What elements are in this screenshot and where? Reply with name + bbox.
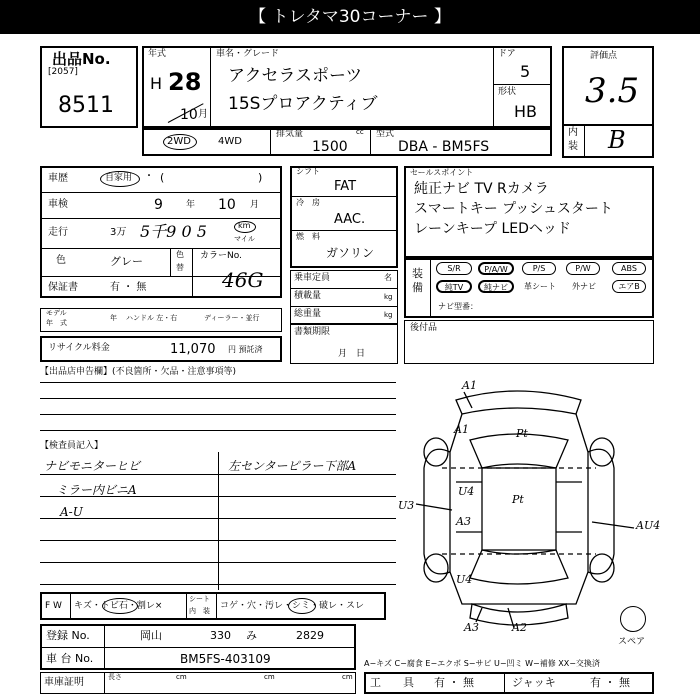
interior-label-2: 装 (568, 141, 578, 152)
mileage-label: 走行 (48, 227, 68, 238)
spare-tire-icon (620, 606, 646, 632)
drive-2wd: 2WD (167, 136, 191, 147)
mark-a1-side: A1 (454, 423, 469, 436)
capacity-unit: 名 (384, 273, 392, 282)
footer-row (40, 672, 356, 694)
ac: AAC. (334, 212, 366, 227)
equip-pw: P/W (566, 262, 600, 275)
equip-abs: ABS (612, 262, 646, 275)
era: H (150, 74, 163, 93)
reg-city: 岡山 (140, 629, 162, 642)
mileage-unit-mile: マイル (234, 235, 255, 243)
history-paren-open: ( (160, 171, 165, 184)
reg-number: 2829 (296, 629, 324, 642)
history-paren-close: ) (258, 171, 263, 184)
tools-label: 工 具 (370, 676, 414, 689)
color-change-2: 替 (176, 263, 184, 272)
note-right-1: 左センターピラー下部A (228, 459, 357, 473)
docs-label: 書類期限 (294, 327, 331, 337)
drive-4wd: 4WD (218, 136, 242, 147)
jack-label: ジャッキ (512, 676, 556, 689)
color-change-1: 色 (176, 250, 184, 259)
color-code-label: カラーNo. (200, 251, 242, 261)
legend-interior-2: 内 装 (189, 607, 210, 615)
month: 10 (180, 107, 198, 123)
sales-label: セールスポイント (410, 168, 474, 177)
color-value: グレー (110, 255, 143, 268)
name-label: 車名・グレード (216, 49, 280, 59)
note-left-2: ミラー内ビニA (56, 483, 137, 497)
note-left-3: A-U (60, 505, 83, 519)
mark-a1-top: A1 (462, 379, 477, 392)
cm-3: cm (342, 673, 353, 681)
handle: ハンドル 左・右 (126, 314, 178, 322)
cc-label: 排気量 (276, 129, 304, 139)
dealer: ディーラー・並行 (204, 314, 260, 322)
mark-a3-rear: A3 (464, 621, 479, 634)
history-label: 車歴 (48, 173, 68, 184)
sales-line1: 純正ナビ TV Rカメラ (414, 181, 549, 197)
fuel-label: 燃 料 (296, 232, 320, 241)
equip-sr: S/R (436, 262, 472, 275)
cert-label: 車庫証明 (44, 677, 84, 688)
reg-kana: み (246, 629, 257, 642)
year-label: 年式 (148, 49, 167, 59)
shape: HB (514, 102, 538, 121)
mark-u4-rear: U4 (456, 573, 473, 586)
after-parts-box (404, 320, 654, 364)
color-label: 色 (56, 255, 66, 266)
history-usage: 自家用 (105, 173, 133, 183)
equip-tv: 純TV (436, 280, 472, 293)
lot-sub: [2057] (48, 67, 78, 77)
reg-label: 登録 No. (46, 629, 90, 642)
sales-line2: スマートキー プッシュスタート (414, 201, 613, 217)
shift: FAT (334, 179, 357, 194)
model-year-unit: 年 (110, 314, 117, 322)
chassis: BM5FS-403109 (180, 652, 271, 666)
car-diagram (396, 372, 666, 642)
length-label: 長さ (108, 673, 122, 681)
note-left-1: ナビモニターヒビ (44, 459, 141, 473)
lot-label: 出品No. (52, 50, 111, 68)
equip-airbag: エアB (612, 280, 646, 293)
mark-pt-roof: Pt (512, 493, 524, 506)
after-label: 後付品 (410, 323, 438, 333)
inspection-year: 9 (154, 197, 163, 213)
doors: 5 (520, 62, 531, 81)
recycle-label: リサイクル料金 (48, 343, 110, 353)
equipment-label-1: 装 (412, 267, 423, 280)
spare-label: スペア (618, 637, 646, 647)
inspection-year-unit: 年 (186, 200, 196, 210)
mileage-unit-km: km (238, 221, 251, 230)
chassis-label: 車 台 No. (46, 652, 94, 665)
grade: 15Sプロアクティブ (228, 94, 378, 114)
recycle-amount: 11,070 (170, 342, 216, 357)
displacement: 1500 (312, 139, 348, 155)
load-unit: kg (384, 293, 393, 301)
model-year-label-1: モデル (46, 309, 67, 317)
mark-a3-side: A3 (456, 515, 471, 528)
equipment-label-2: 備 (412, 281, 423, 294)
warranty-value: 有 ・ 無 (110, 282, 147, 293)
shift-label: シフト (296, 167, 320, 176)
year: 28 (168, 68, 202, 96)
score-label: 評価点 (590, 51, 618, 61)
mark-au4: AU4 (636, 519, 661, 532)
tools-value: 有 ・ 無 (434, 676, 474, 689)
capacity-label: 乗車定員 (294, 273, 331, 283)
inspection-label: 車検 (48, 199, 68, 210)
fuel: ガソリン (326, 246, 375, 260)
mark-u4-left: U4 (458, 485, 475, 498)
score-value: 3.5 (585, 71, 640, 111)
cm-1: cm (176, 673, 187, 681)
gross-unit: kg (384, 311, 393, 319)
mark-a2: A2 (512, 621, 527, 634)
ac-label: 冷 房 (296, 198, 320, 207)
equip-ps: P/S (522, 262, 556, 275)
sales-line3: レーンキープ LEDヘッド (414, 221, 571, 237)
damage-codes: A−キズ C−腐食 E−エクボ S−サビ U−凹ミ W−補修 XX−交換済 (364, 659, 600, 668)
model-name: アクセラスポーツ (228, 66, 363, 86)
docs-unit: 月 日 (338, 349, 366, 359)
equip-leather: 革シート (524, 282, 556, 291)
gross-label: 総重量 (294, 309, 322, 319)
cc-unit: cc (356, 128, 364, 136)
model-year-label-2: 年 式 (46, 319, 67, 327)
header-title: 【 トレタマ30コーナー 】 (0, 0, 700, 34)
color-code: 46G (222, 268, 264, 292)
mark-u3: U3 (398, 499, 415, 512)
interior-label-1: 内 (568, 127, 578, 138)
month-unit: 月 (198, 109, 208, 120)
jack-value: 有 ・ 無 (590, 676, 630, 689)
shape-label: 形状 (498, 87, 517, 97)
cm-2: cm (264, 673, 275, 681)
history-dot: ・ (144, 171, 154, 182)
mileage-value: 5千9 0 5 (140, 222, 207, 241)
door-label: ドア (498, 49, 516, 59)
reg-class: 330 (210, 629, 231, 642)
equip-paw: P/A/W (478, 262, 514, 275)
interior-value: B (608, 126, 626, 154)
legend-interior-1: シート (189, 595, 210, 603)
navi-label: ナビ型番： (438, 302, 478, 311)
mark-pt-front: Pt (516, 427, 528, 440)
load-label: 積載量 (294, 291, 322, 301)
legend-fw: F W (45, 601, 62, 611)
equip-navi: 純ナビ (478, 280, 514, 293)
legend-interior-items: コゲ・穴・汚レ・シミ・破レ・スレ (220, 601, 365, 611)
inspection-month: 10 (218, 197, 236, 213)
recycle-unit: 円 預託済 (228, 345, 263, 354)
model-code: DBA - BM5FS (398, 139, 490, 155)
legend-fw-items: キズ・トビ石・割レ× (74, 601, 163, 611)
equip-ext-navi: 外ナビ (572, 282, 596, 291)
mileage-prefix: 3万 (110, 227, 127, 238)
type-label: 型式 (376, 129, 395, 139)
lot-number: 8511 (58, 93, 114, 118)
notes-title: 【出品店申告欄】(不良箇所・欠品・注意事項等) (40, 367, 237, 377)
inspection-month-unit: 月 (250, 200, 260, 210)
inspector-label: 【検査員記入】 (40, 441, 104, 451)
warranty-label: 保証書 (48, 282, 78, 293)
